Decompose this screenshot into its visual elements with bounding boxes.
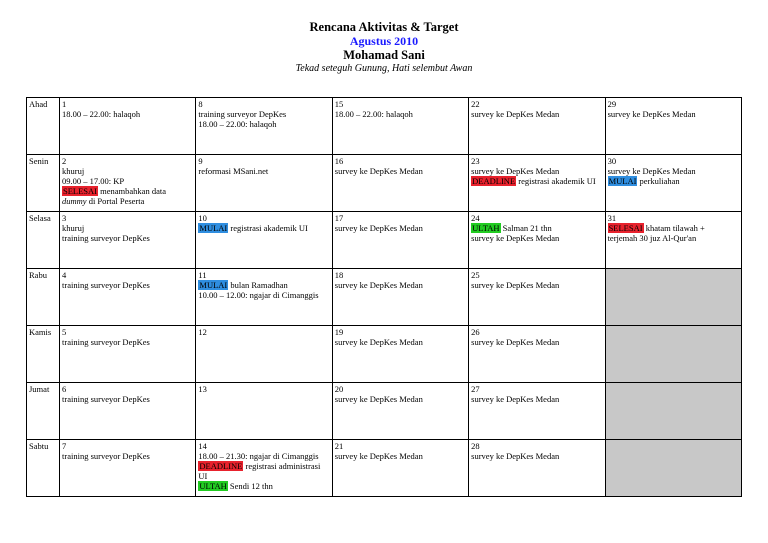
event-line — [471, 166, 602, 176]
event-line — [335, 223, 466, 233]
date-number: 23 — [471, 156, 480, 166]
document-header — [0, 0, 768, 76]
status-tag-mulai: MULAI — [199, 280, 228, 290]
date-number: 6 — [62, 384, 67, 394]
day-cell — [196, 155, 332, 212]
empty-cell — [605, 440, 741, 497]
event-line — [62, 451, 193, 461]
day-cell — [60, 155, 196, 212]
event-text: survey ke DepKes Medan — [471, 109, 560, 119]
calendar-row-senin — [27, 155, 742, 212]
weekday-label: Kamis — [27, 326, 60, 383]
event-text: menambahkan data — [100, 186, 166, 196]
motto: Tekad seteguh Gunung, Hati selembut Awan — [295, 63, 473, 74]
date-number: 10 — [198, 213, 207, 223]
date-number: 7 — [62, 441, 67, 451]
status-tag-ultah: ULTAH — [199, 481, 227, 491]
event-text: khatam tilawah + — [645, 223, 705, 233]
day-cell — [469, 98, 605, 155]
event-line — [198, 109, 329, 119]
event-text: survey ke DepKes Medan — [334, 337, 423, 347]
event-text: training surveyor DepKes — [62, 394, 150, 404]
event-text: reformasi MSani.net — [198, 166, 269, 176]
event-text: training surveyor DepKes — [62, 337, 150, 347]
date-number: 26 — [471, 327, 480, 337]
event-text: 18.00 – 21.30: ngajar di Cimanggis — [198, 451, 319, 461]
event-text: perkuliahan — [639, 176, 680, 186]
day-cell — [60, 326, 196, 383]
day-cell — [60, 212, 196, 269]
date-number: 24 — [471, 213, 480, 223]
status-tag-deadline: DEADLINE — [472, 176, 516, 186]
event-text: training surveyor DepKes — [198, 109, 287, 119]
event-text: survey ke DepKes Medan — [471, 166, 560, 176]
day-cell — [60, 383, 196, 440]
day-cell — [332, 269, 468, 326]
day-cell — [196, 269, 332, 326]
event-line — [62, 109, 193, 119]
event-line — [608, 233, 739, 243]
event-line — [62, 186, 193, 196]
event-line — [471, 451, 602, 461]
date-number: 2 — [62, 156, 67, 166]
date-number: 30 — [607, 156, 617, 166]
event-text: khuruj — [62, 223, 85, 233]
event-line — [62, 223, 193, 233]
date-number: 25 — [471, 270, 480, 280]
event-line — [198, 451, 329, 461]
date-number: 16 — [334, 156, 344, 166]
document-title: Rencana Aktivitas & Target — [309, 20, 459, 34]
date-number: 28 — [471, 441, 480, 451]
date-number: 13 — [198, 384, 207, 394]
event-text: survey ke DepKes Medan — [471, 280, 560, 290]
status-tag-ultah: ULTAH — [472, 223, 500, 233]
event-text: survey ke DepKes Medan — [607, 166, 696, 176]
event-line — [608, 166, 739, 176]
calendar-table — [26, 97, 742, 497]
day-cell — [196, 326, 332, 383]
date-number: 15 — [334, 99, 344, 109]
date-number: 18 — [334, 270, 344, 280]
day-cell — [469, 326, 605, 383]
event-text: training surveyor DepKes — [62, 233, 150, 243]
day-cell — [196, 98, 332, 155]
day-cell — [469, 269, 605, 326]
date-number: 11 — [198, 270, 207, 280]
event-line — [335, 280, 466, 290]
event-text: survey ke DepKes Medan — [334, 166, 423, 176]
event-line — [198, 461, 329, 471]
calendar-row-rabu — [27, 269, 742, 326]
day-cell — [332, 440, 468, 497]
day-cell — [469, 212, 605, 269]
day-cell — [332, 155, 468, 212]
calendar-row-jumat — [27, 383, 742, 440]
event-line — [335, 166, 466, 176]
month-label: Agustus 2010 — [349, 34, 419, 48]
status-tag-deadline: DEADLINE — [199, 461, 243, 471]
event-text: survey ke DepKes Medan — [607, 109, 696, 119]
day-cell — [332, 326, 468, 383]
day-cell — [196, 440, 332, 497]
event-line — [198, 280, 329, 290]
day-cell — [332, 98, 468, 155]
date-number: 21 — [334, 441, 344, 451]
calendar-row-kamis — [27, 326, 742, 383]
event-text: survey ke DepKes Medan — [471, 451, 560, 461]
date-number: 31 — [607, 213, 617, 223]
event-text: registrasi akademik UI — [230, 223, 308, 233]
date-number: 29 — [607, 99, 617, 109]
date-number: 22 — [471, 99, 480, 109]
event-text: bulan Ramadhan — [230, 280, 288, 290]
event-text: survey ke DepKes Medan — [471, 394, 560, 404]
event-line — [471, 176, 602, 186]
event-text: survey ke DepKes Medan — [334, 223, 423, 233]
date-number: 9 — [198, 156, 203, 166]
weekday-label: Jumat — [27, 383, 60, 440]
event-line — [335, 109, 466, 119]
event-text: Sendi 12 thn — [229, 481, 273, 491]
event-line — [608, 176, 739, 186]
event-line — [198, 290, 329, 300]
calendar-row-ahad — [27, 98, 742, 155]
event-text: survey ke DepKes Medan — [471, 337, 560, 347]
event-text: survey ke DepKes Medan — [334, 394, 423, 404]
event-line — [471, 109, 602, 119]
event-text: Salman 21 thn — [502, 223, 552, 233]
event-line — [471, 233, 602, 243]
event-line — [62, 166, 193, 176]
event-line — [62, 337, 193, 347]
event-text: survey ke DepKes Medan — [471, 233, 560, 243]
day-cell — [605, 212, 741, 269]
date-number: 27 — [471, 384, 480, 394]
weekday-label: Senin — [27, 155, 60, 212]
day-cell — [60, 440, 196, 497]
event-line — [198, 481, 329, 491]
event-text: registrasi akademik UI — [518, 176, 596, 186]
date-number: 4 — [62, 270, 67, 280]
date-number: 12 — [198, 327, 207, 337]
calendar-row-selasa — [27, 212, 742, 269]
event-line — [198, 471, 329, 481]
event-line — [62, 196, 193, 206]
event-line — [471, 394, 602, 404]
event-line — [608, 223, 739, 233]
event-line — [62, 233, 193, 243]
event-text: 18.00 – 22.00: halaqoh — [62, 109, 141, 119]
event-line — [198, 166, 329, 176]
empty-cell — [605, 383, 741, 440]
event-line — [62, 176, 193, 186]
day-cell — [605, 98, 741, 155]
day-cell — [469, 383, 605, 440]
day-cell — [332, 212, 468, 269]
event-line — [198, 223, 329, 233]
day-cell — [196, 383, 332, 440]
event-line — [608, 109, 739, 119]
author-name: Mohamad Sani — [343, 48, 425, 62]
event-line — [62, 280, 193, 290]
event-line — [62, 394, 193, 404]
event-line — [471, 337, 602, 347]
day-cell — [469, 155, 605, 212]
italic-text: dummy — [62, 196, 87, 206]
status-tag-selesai: SELESAI — [63, 186, 97, 196]
date-number: 19 — [334, 327, 344, 337]
event-text: training surveyor DepKes — [62, 280, 150, 290]
date-number: 3 — [62, 213, 67, 223]
weekday-label: Rabu — [27, 269, 60, 326]
event-text: di Portal Peserta — [86, 196, 145, 206]
event-line — [471, 280, 602, 290]
day-cell — [196, 212, 332, 269]
event-text: UI — [198, 471, 208, 481]
event-line — [198, 119, 329, 129]
event-text: registrasi administrasi — [245, 461, 321, 471]
event-text: 18.00 – 22.00: halaqoh — [198, 119, 277, 129]
event-line — [335, 451, 466, 461]
day-cell — [332, 383, 468, 440]
date-number: 20 — [334, 384, 344, 394]
event-text: khuruj — [62, 166, 85, 176]
event-text: 09.00 – 17.00: KP — [62, 176, 125, 186]
status-tag-selesai: SELESAI — [608, 223, 643, 233]
weekday-label: Ahad — [27, 98, 60, 155]
day-cell — [60, 98, 196, 155]
date-number: 17 — [334, 213, 344, 223]
empty-cell — [605, 269, 741, 326]
calendar-row-sabtu — [27, 440, 742, 497]
status-tag-mulai: MULAI — [199, 223, 228, 233]
status-tag-mulai: MULAI — [608, 176, 637, 186]
event-text: survey ke DepKes Medan — [334, 451, 423, 461]
date-number: 8 — [198, 99, 203, 109]
event-line — [335, 394, 466, 404]
calendar-body — [27, 98, 742, 497]
date-number: 1 — [62, 99, 67, 109]
event-text: 18.00 – 22.00: halaqoh — [334, 109, 413, 119]
event-text: terjemah 30 juz Al-Qur'an — [607, 233, 697, 243]
date-number: 14 — [198, 441, 207, 451]
weekday-label: Selasa — [27, 212, 60, 269]
event-text: 10.00 – 12.00: ngajar di Cimanggis — [198, 290, 319, 300]
date-number: 5 — [62, 327, 67, 337]
event-line — [471, 223, 602, 233]
event-line — [335, 337, 466, 347]
empty-cell — [605, 326, 741, 383]
day-cell — [605, 155, 741, 212]
day-cell — [469, 440, 605, 497]
weekday-label: Sabtu — [27, 440, 60, 497]
day-cell — [60, 269, 196, 326]
event-text: training surveyor DepKes — [62, 451, 150, 461]
event-text: survey ke DepKes Medan — [334, 280, 423, 290]
